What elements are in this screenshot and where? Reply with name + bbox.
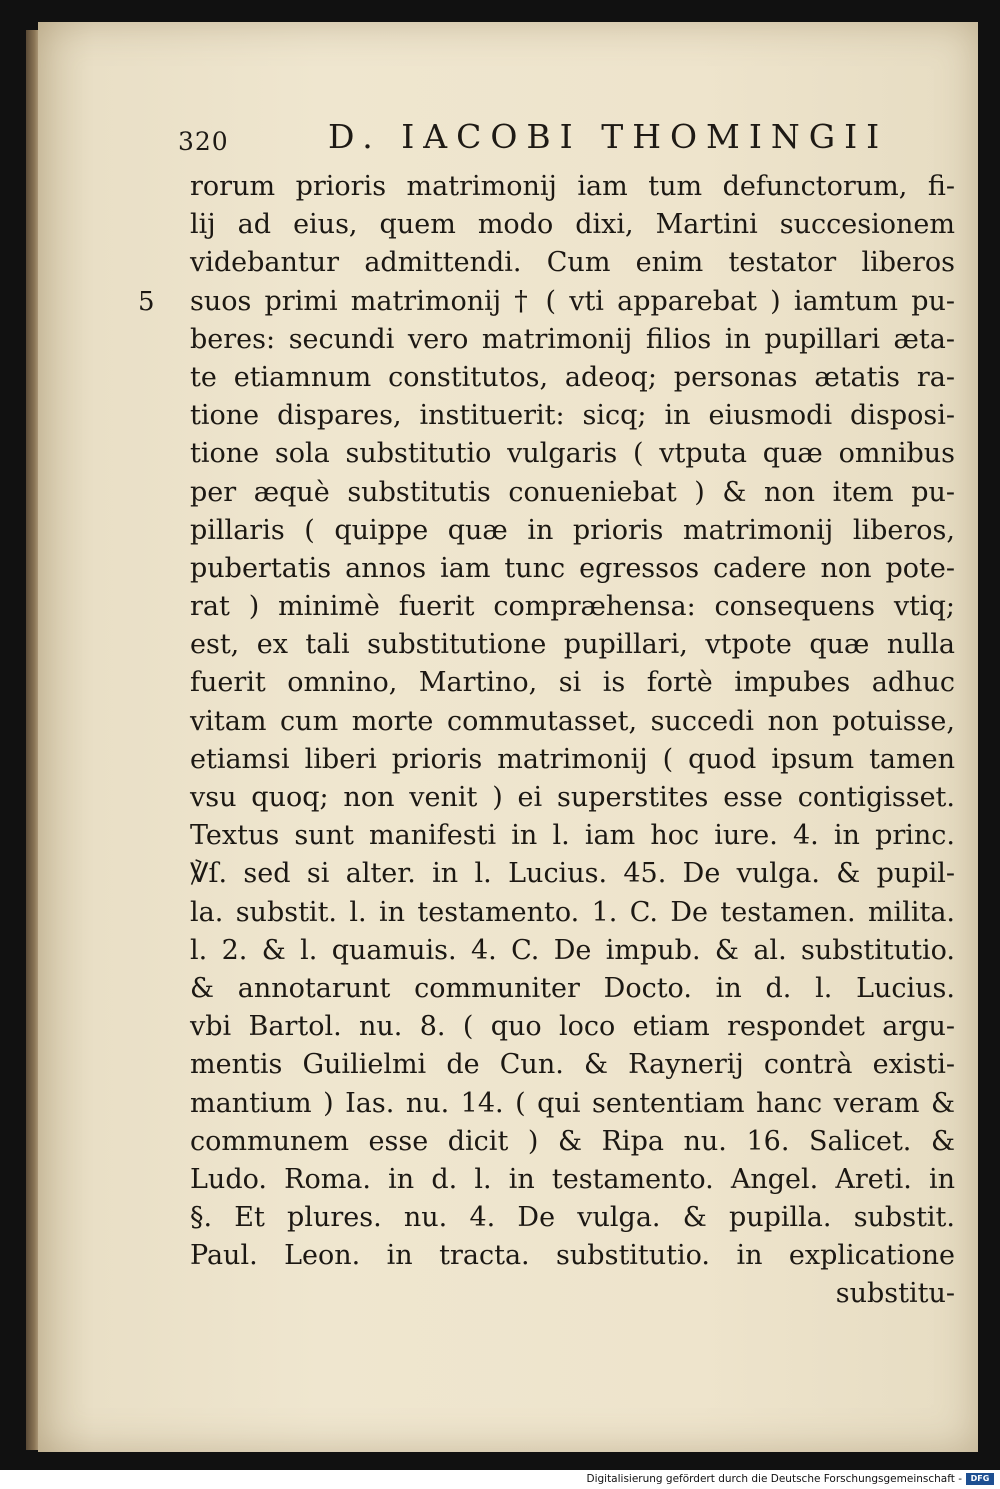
text-line: lij ad eius, quem modo dixi, Martini succesionem xyxy=(190,209,955,241)
text-line: mentis Guilielmi de Cun. & Raynerij contrà existi- xyxy=(190,1049,955,1081)
text-line: & annotarunt communiter Docto. in d. l. Lucius. xyxy=(190,972,955,1004)
text-line: §. Et plures. nu. 4. De vulga. & pupilla. substit. xyxy=(190,1202,955,1234)
text-line: fuerit omnino, Martino, si is fortè impubes adhuc xyxy=(190,667,955,699)
footer-credit: Digitalisierung gefördert durch die Deutsche Forschungsgemeinschaft - xyxy=(586,1473,962,1485)
text-line: communem esse dicit ) & Ripa nu. 16. Salicet. & xyxy=(190,1125,955,1157)
text-line: rat ) minimè fuerit compræhensa: consequens vtiq; xyxy=(190,591,955,623)
margin-note: 5 xyxy=(138,287,155,317)
text-line: tione sola substitutio vulgaris ( vtputa quæ omnibus xyxy=(190,438,955,470)
text-line: Textus sunt manifesti in l. iam hoc iure. 4. in princ. xyxy=(190,820,955,852)
text-line: l. 2. & l. quamuis. 4. C. De impub. & al. substitutio. xyxy=(190,934,955,966)
text-line: vbi Bartol. nu. 8. ( quo loco etiam respondet argu- xyxy=(190,1011,955,1043)
dfg-logo: DFG xyxy=(966,1473,994,1485)
page-header xyxy=(178,115,978,161)
text-line: substitu- xyxy=(835,1278,955,1310)
text-line: rorum prioris matrimonij iam tum defunctorum, fi- xyxy=(190,171,955,202)
text-line: tione dispares, instituerit: sicq; in eiusmodi disposi- xyxy=(190,400,955,432)
text-line: est, ex tali substitutione pupillari, vtpote quæ nulla xyxy=(190,629,955,661)
text-line: mantium ) Ias. nu. 14. ( qui sententiam hanc veram & xyxy=(190,1087,955,1119)
text-line: ℣ſ. sed si alter. in l. Lucius. 45. De vulga. & pupil- xyxy=(190,858,955,890)
text-line: etiamsi liberi prioris matrimonij ( quod ipsum tamen xyxy=(190,743,955,775)
body-text xyxy=(190,168,955,1314)
text-line: vsu quoq; non venit ) ei superstites esse contigisset. xyxy=(190,782,955,813)
text-line: suos primi matrimonij † ( vti apparebat ) iamtum pu- xyxy=(190,285,955,317)
running-head: D. IACOBI THOMINGII xyxy=(328,117,889,156)
text-line: per æquè substitutis conueniebat ) & non item pu- xyxy=(190,476,955,508)
text-line: Paul. Leon. in tracta. substitutio. in explicatione xyxy=(190,1240,955,1272)
text-line: la. substit. l. in testamento. 1. C. De testamen. milita. xyxy=(190,896,955,928)
text-line: pillaris ( quippe quæ in prioris matrimonij liberos, xyxy=(190,514,955,546)
text-line: vitam cum morte commutasset, succedi non potuisse, xyxy=(190,705,955,737)
page-number: 320 xyxy=(178,127,229,156)
footer-bar xyxy=(0,1470,1000,1489)
text-line: beres: secundi vero matrimonij filios in pupillari æta- xyxy=(190,323,955,355)
text-line: te etiamnum constitutos, adeoq; personas ætatis ra- xyxy=(190,361,955,393)
text-line: pubertatis annos iam tunc egressos cadere non pote- xyxy=(190,552,955,584)
text-line: Ludo. Roma. in d. l. in testamento. Angel. Areti. in xyxy=(190,1163,955,1195)
text-line: videbantur admittendi. Cum enim testator liberos xyxy=(190,247,955,279)
